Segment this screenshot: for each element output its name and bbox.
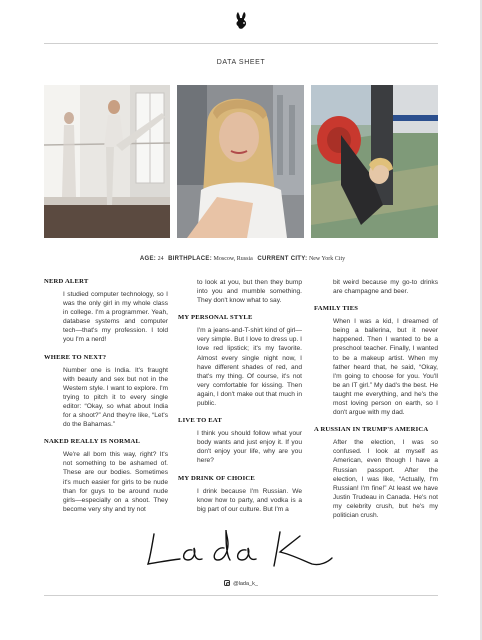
section-body: I drink because I'm Russian. We know how to party, and vodka is a big part of our culture. But I'm a — [197, 487, 302, 513]
social-handle — [0, 580, 482, 587]
playboy-bunny-icon — [233, 11, 249, 31]
handwritten-signature — [140, 526, 340, 571]
section-body: I studied computer technology, so I was the only girl in my whole class in college. I'm a programmer. Yeah, database systems and computer tech—that's my profession. I told you I'm a nerd! — [63, 291, 168, 344]
section-body: When I was a kid, I dreamed of being a ballerina, but it never happened. Then I wanted to be a preschool teacher. Finally, I wanted to be a makeup artist. When my father heard that, he said, “Okay, I'm going to choose for you. You'll be an IT girl.” My dad's the best. He taught me everything, and he's the most loving person on earth, so I don't argue with my dad. — [333, 318, 438, 417]
section-body: bit weird because my go-to drinks are champagne and beer. — [333, 279, 438, 296]
photo-ballet-barre — [44, 85, 170, 238]
instagram-handle[interactable]: @lada_k_ — [233, 581, 258, 587]
section-heading: MY PERSONAL STYLE — [178, 314, 253, 322]
section-body: Number one is India. It's fraught with beauty and sex but not in the Western style. I want to explore. I'm trying to pitch it to every single editor: “Okay, so what about India for a shoot?” And they're like, “Let's do the Bahamas.” — [63, 366, 168, 429]
age-label: AGE: — [139, 256, 157, 262]
section-heading: FAMILY TIES — [314, 305, 359, 313]
stats-line — [0, 256, 482, 262]
age-value: 24 — [157, 256, 164, 262]
current-city-label: CURRENT CITY: — [257, 256, 308, 262]
article-column-1 — [44, 278, 168, 523]
section-title: DATA SHEET — [216, 59, 266, 66]
section-body: We're all born this way, right? It's not something to be ashamed of. These are our bodies. Sometimes it's much easier for girls to be nude than for guys to be around nude girls—especially on a shoot. They become very shy and try not — [63, 451, 168, 513]
article-column-3 — [314, 278, 438, 529]
section-heading: NAKED REALLY IS NORMAL — [44, 438, 141, 446]
photo-portrait — [177, 85, 304, 238]
article-column-2 — [178, 278, 302, 523]
photo-skydiving — [311, 85, 438, 238]
section-body: to look at you, but then they bump into you and mumble something. They don't know what to say. — [197, 279, 302, 305]
section-heading: MY DRINK OF CHOICE — [178, 474, 255, 482]
section-body: I'm a jeans-and-T-shirt kind of girl—very simple. But I love to dress up. I love red lipstick; it's my favorite. Almost every single night now, I have different shades of red, and that's my thing. Of course, it's not very comfortable for kissing. Then again, I don't make out that much in public. — [197, 327, 302, 408]
instagram-icon — [224, 580, 230, 586]
section-heading: LIVE TO EAT — [178, 417, 222, 425]
birthplace-label: BIRTHPLACE: — [168, 256, 213, 262]
current-city-value: New York City — [308, 256, 346, 262]
bottom-rule — [44, 595, 438, 596]
top-rule — [44, 43, 438, 44]
section-body: I think you should follow what your body wants and just enjoy it. If you don't enjoy your life, why are you here? — [197, 430, 302, 465]
birthplace-value: Moscow, Russia — [213, 256, 253, 262]
section-heading: A RUSSIAN IN TRUMP'S AMERICA — [314, 426, 429, 434]
section-heading: WHERE TO NEXT? — [44, 353, 107, 361]
section-body: After the election, I was so confused. I look at myself as American, even though I have a Russian passport. After the election, I was like, “Actually, I'm Russian! I'm fine!” At least we have Justin Trudeau in Canada. He's not my celebrity crush, but he's my politician crush. — [333, 439, 438, 519]
section-heading: NERD ALERT — [44, 278, 89, 285]
